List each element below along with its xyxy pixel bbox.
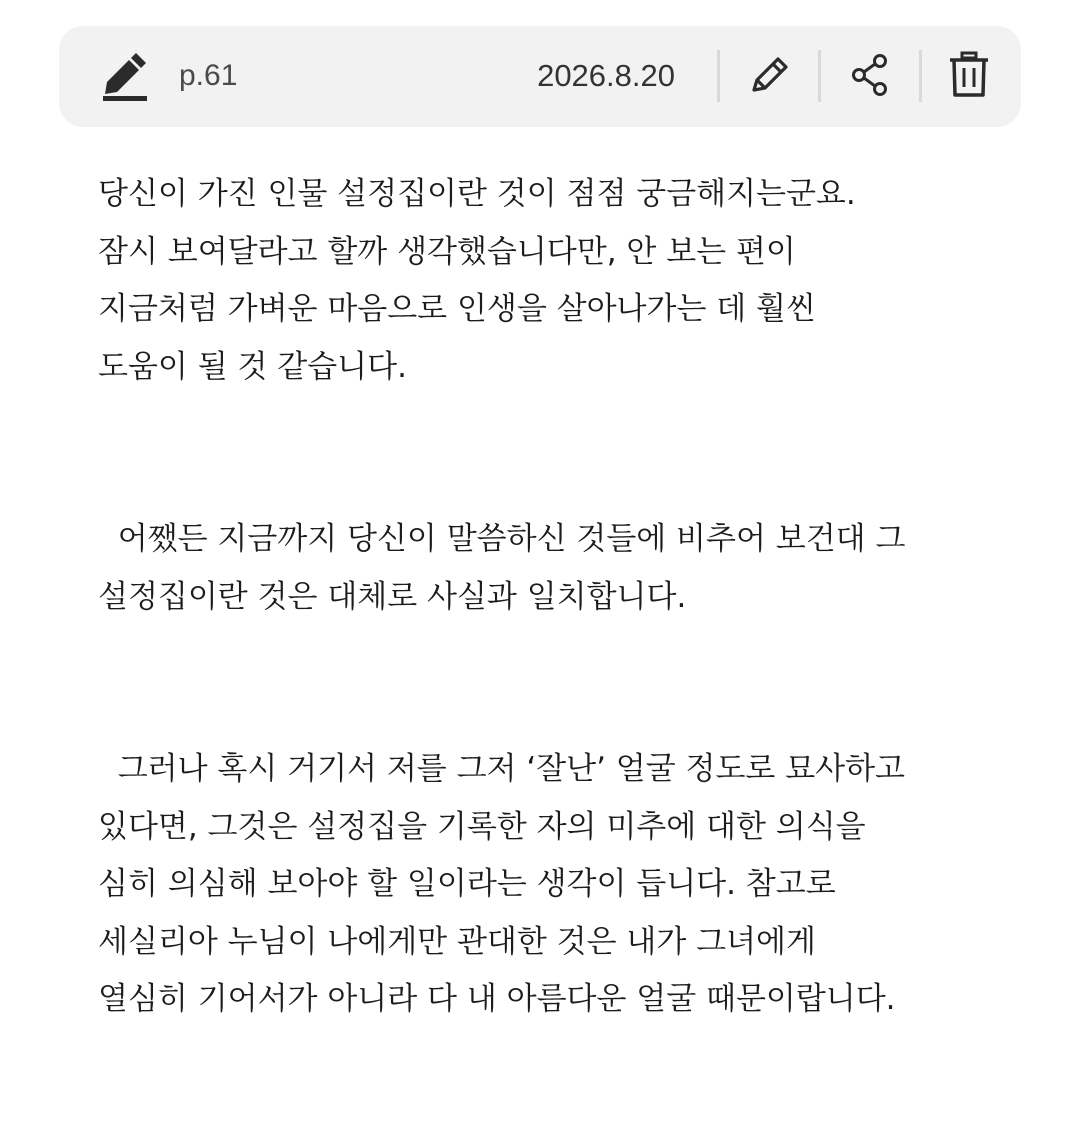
note-toolbar [59, 26, 1021, 127]
share-button[interactable] [842, 50, 898, 104]
page-number: p.61 [179, 59, 238, 92]
paragraph: 당신이 가진 인물 설정집이란 것이 점점 궁금해지는군요. 잠시 보여달라고 할까 생각했습니다만, 안 보는 편이 지금처럼 가벼운 마음으로 인생을 살아나가는 데 훨씬 도움이 될 것 같습니다. [98, 176, 856, 385]
toolbar-divider [717, 50, 720, 102]
note-date: 2026.8.20 [537, 58, 675, 93]
edit-button[interactable] [741, 50, 797, 104]
trash-icon [947, 50, 991, 104]
pencil-icon [745, 51, 793, 103]
note-pencil-icon [99, 52, 151, 102]
share-icon [848, 51, 892, 103]
delete-button[interactable] [941, 50, 997, 104]
paragraph: 어쨌든 지금까지 당신이 말씀하신 것들에 비추어 보건대 그 설정집이란 것은 대체로 사실과 일치합니다. [98, 521, 906, 615]
toolbar-divider [919, 50, 922, 102]
paragraph: 그러나 혹시 거기서 저를 그저 ‘잘난’ 얼굴 정도로 묘사하고 있다면, 그것은 설정집을 기록한 자의 미추에 대한 의식을 심히 의심해 보아야 할 일이라는 생각이 듭니다. 참고로 세실리아 누님이 나에게만 관대한 것은 내가 그녀에게 열심히 기어서가 아니라 다 내 아름다운 얼굴 때문이랍니다. [98, 751, 906, 1017]
toolbar-divider [818, 50, 821, 102]
note-body [98, 166, 998, 1029]
